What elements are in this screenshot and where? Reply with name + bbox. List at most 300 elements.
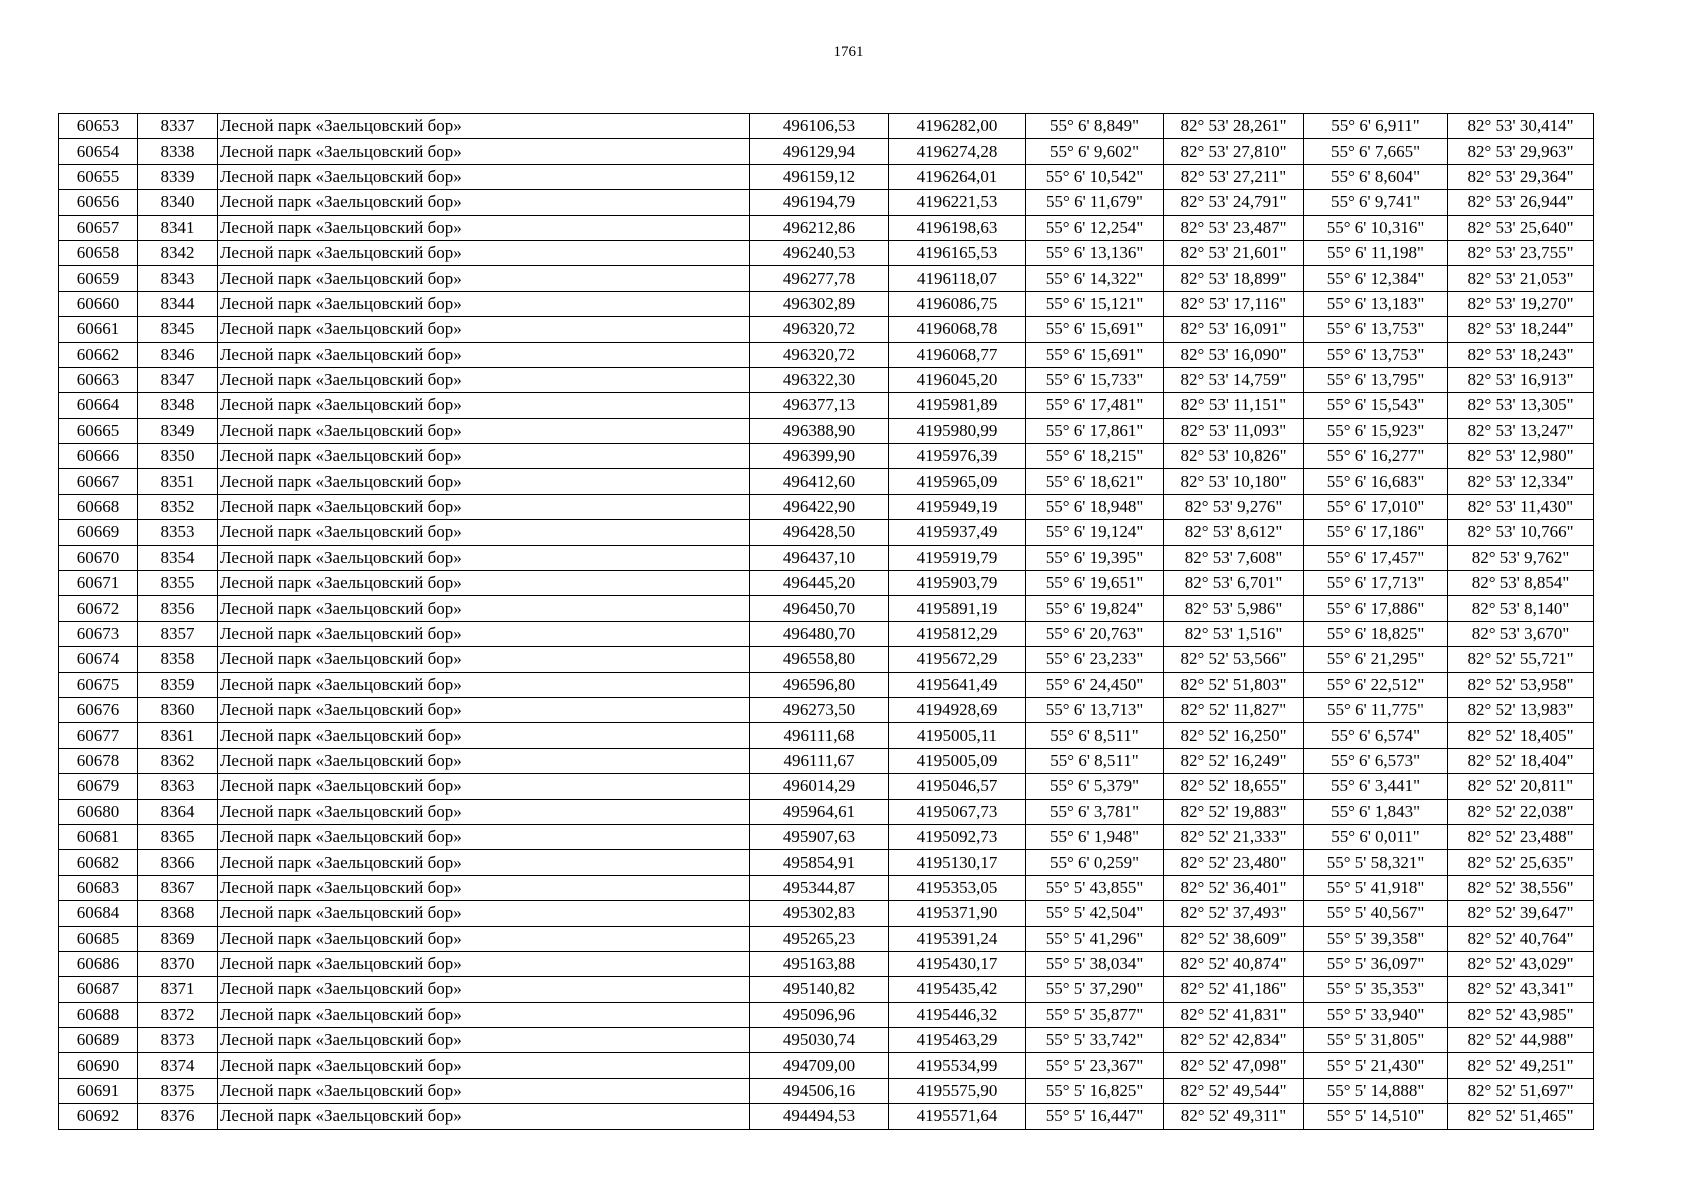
- x-coordinate-cell: 496106,53: [750, 114, 889, 139]
- latitude-2-cell: 55° 6' 13,183": [1304, 291, 1448, 316]
- latitude-2-cell: 55° 6' 9,741": [1304, 190, 1448, 215]
- y-coordinate-cell: 4195919,79: [889, 545, 1026, 570]
- y-coordinate-cell: 4195965,09: [889, 469, 1026, 494]
- table-row: [59, 850, 1594, 875]
- latitude-2-cell: 55° 6' 17,713": [1304, 571, 1448, 596]
- table-row: [59, 1028, 1594, 1053]
- table-row: [59, 571, 1594, 596]
- latitude-1-cell: 55° 6' 19,124": [1026, 520, 1164, 545]
- point-number-cell: 8356: [138, 596, 218, 621]
- latitude-1-cell: 55° 6' 3,781": [1026, 799, 1164, 824]
- latitude-1-cell: 55° 6' 15,691": [1026, 342, 1164, 367]
- longitude-2-cell: 82° 52' 39,647": [1448, 901, 1594, 926]
- row-number-cell: 60658: [59, 240, 138, 265]
- point-number-cell: 8354: [138, 545, 218, 570]
- longitude-1-cell: 82° 53' 27,211": [1164, 164, 1304, 189]
- object-name-cell: Лесной парк «Заельцовский бор»: [218, 418, 750, 443]
- table-row: [59, 697, 1594, 722]
- y-coordinate-cell: 4196221,53: [889, 190, 1026, 215]
- latitude-1-cell: 55° 5' 35,877": [1026, 1002, 1164, 1027]
- x-coordinate-cell: 495964,61: [750, 799, 889, 824]
- y-coordinate-cell: 4196045,20: [889, 367, 1026, 392]
- latitude-1-cell: 55° 5' 37,290": [1026, 977, 1164, 1002]
- longitude-2-cell: 82° 52' 51,465": [1448, 1104, 1594, 1129]
- longitude-1-cell: 82° 52' 36,401": [1164, 875, 1304, 900]
- y-coordinate-cell: 4196068,77: [889, 342, 1026, 367]
- table-row: [59, 139, 1594, 164]
- table-row: [59, 926, 1594, 951]
- longitude-1-cell: 82° 53' 14,759": [1164, 367, 1304, 392]
- x-coordinate-cell: 496412,60: [750, 469, 889, 494]
- latitude-2-cell: 55° 5' 36,097": [1304, 951, 1448, 976]
- longitude-2-cell: 82° 52' 38,556": [1448, 875, 1594, 900]
- longitude-1-cell: 82° 53' 5,986": [1164, 596, 1304, 621]
- latitude-2-cell: 55° 6' 6,573": [1304, 748, 1448, 773]
- row-number-cell: 60671: [59, 571, 138, 596]
- longitude-1-cell: 82° 53' 27,810": [1164, 139, 1304, 164]
- latitude-2-cell: 55° 6' 11,198": [1304, 240, 1448, 265]
- latitude-2-cell: 55° 6' 18,825": [1304, 621, 1448, 646]
- latitude-1-cell: 55° 6' 15,733": [1026, 367, 1164, 392]
- point-number-cell: 8375: [138, 1078, 218, 1103]
- longitude-2-cell: 82° 53' 25,640": [1448, 215, 1594, 240]
- object-name-cell: Лесной парк «Заельцовский бор»: [218, 520, 750, 545]
- x-coordinate-cell: 496322,30: [750, 367, 889, 392]
- point-number-cell: 8360: [138, 697, 218, 722]
- y-coordinate-cell: 4195430,17: [889, 951, 1026, 976]
- longitude-1-cell: 82° 53' 16,091": [1164, 317, 1304, 342]
- table-row: [59, 672, 1594, 697]
- y-coordinate-cell: 4196165,53: [889, 240, 1026, 265]
- longitude-2-cell: 82° 52' 22,038": [1448, 799, 1594, 824]
- y-coordinate-cell: 4195891,19: [889, 596, 1026, 621]
- longitude-1-cell: 82° 53' 23,487": [1164, 215, 1304, 240]
- y-coordinate-cell: 4195353,05: [889, 875, 1026, 900]
- longitude-2-cell: 82° 52' 43,985": [1448, 1002, 1594, 1027]
- longitude-2-cell: 82° 52' 25,635": [1448, 850, 1594, 875]
- longitude-2-cell: 82° 52' 40,764": [1448, 926, 1594, 951]
- row-number-cell: 60664: [59, 393, 138, 418]
- point-number-cell: 8369: [138, 926, 218, 951]
- longitude-1-cell: 82° 52' 38,609": [1164, 926, 1304, 951]
- latitude-1-cell: 55° 5' 38,034": [1026, 951, 1164, 976]
- object-name-cell: Лесной парк «Заельцовский бор»: [218, 545, 750, 570]
- row-number-cell: 60690: [59, 1053, 138, 1078]
- row-number-cell: 60689: [59, 1028, 138, 1053]
- object-name-cell: Лесной парк «Заельцовский бор»: [218, 240, 750, 265]
- x-coordinate-cell: 495140,82: [750, 977, 889, 1002]
- longitude-1-cell: 82° 53' 10,180": [1164, 469, 1304, 494]
- point-number-cell: 8347: [138, 367, 218, 392]
- x-coordinate-cell: 496320,72: [750, 317, 889, 342]
- latitude-2-cell: 55° 5' 14,510": [1304, 1104, 1448, 1129]
- object-name-cell: Лесной парк «Заельцовский бор»: [218, 799, 750, 824]
- latitude-2-cell: 55° 5' 39,358": [1304, 926, 1448, 951]
- x-coordinate-cell: 495030,74: [750, 1028, 889, 1053]
- point-number-cell: 8359: [138, 672, 218, 697]
- latitude-2-cell: 55° 5' 58,321": [1304, 850, 1448, 875]
- longitude-2-cell: 82° 53' 3,670": [1448, 621, 1594, 646]
- object-name-cell: Лесной парк «Заельцовский бор»: [218, 469, 750, 494]
- point-number-cell: 8362: [138, 748, 218, 773]
- latitude-1-cell: 55° 5' 43,855": [1026, 875, 1164, 900]
- row-number-cell: 60673: [59, 621, 138, 646]
- object-name-cell: Лесной парк «Заельцовский бор»: [218, 1078, 750, 1103]
- latitude-2-cell: 55° 5' 33,940": [1304, 1002, 1448, 1027]
- longitude-1-cell: 82° 52' 37,493": [1164, 901, 1304, 926]
- x-coordinate-cell: 496596,80: [750, 672, 889, 697]
- object-name-cell: Лесной парк «Заельцовский бор»: [218, 571, 750, 596]
- latitude-1-cell: 55° 6' 17,861": [1026, 418, 1164, 443]
- object-name-cell: Лесной парк «Заельцовский бор»: [218, 1104, 750, 1129]
- x-coordinate-cell: 496212,86: [750, 215, 889, 240]
- point-number-cell: 8358: [138, 647, 218, 672]
- latitude-2-cell: 55° 6' 12,384": [1304, 266, 1448, 291]
- row-number-cell: 60672: [59, 596, 138, 621]
- latitude-2-cell: 55° 6' 13,795": [1304, 367, 1448, 392]
- latitude-1-cell: 55° 5' 23,367": [1026, 1053, 1164, 1078]
- x-coordinate-cell: 496399,90: [750, 444, 889, 469]
- row-number-cell: 60682: [59, 850, 138, 875]
- longitude-1-cell: 82° 52' 53,566": [1164, 647, 1304, 672]
- object-name-cell: Лесной парк «Заельцовский бор»: [218, 291, 750, 316]
- longitude-2-cell: 82° 53' 8,854": [1448, 571, 1594, 596]
- x-coordinate-cell: 494709,00: [750, 1053, 889, 1078]
- longitude-1-cell: 82° 52' 16,250": [1164, 723, 1304, 748]
- row-number-cell: 60667: [59, 469, 138, 494]
- row-number-cell: 60683: [59, 875, 138, 900]
- x-coordinate-cell: 496129,94: [750, 139, 889, 164]
- object-name-cell: Лесной парк «Заельцовский бор»: [218, 266, 750, 291]
- row-number-cell: 60653: [59, 114, 138, 139]
- point-number-cell: 8344: [138, 291, 218, 316]
- longitude-1-cell: 82° 53' 11,151": [1164, 393, 1304, 418]
- x-coordinate-cell: 496111,67: [750, 748, 889, 773]
- longitude-2-cell: 82° 52' 51,697": [1448, 1078, 1594, 1103]
- object-name-cell: Лесной парк «Заельцовский бор»: [218, 850, 750, 875]
- point-number-cell: 8365: [138, 824, 218, 849]
- x-coordinate-cell: 496377,13: [750, 393, 889, 418]
- table-row: [59, 317, 1594, 342]
- latitude-2-cell: 55° 5' 31,805": [1304, 1028, 1448, 1053]
- object-name-cell: Лесной парк «Заельцовский бор»: [218, 748, 750, 773]
- row-number-cell: 60687: [59, 977, 138, 1002]
- latitude-2-cell: 55° 6' 6,574": [1304, 723, 1448, 748]
- x-coordinate-cell: 496558,80: [750, 647, 889, 672]
- longitude-1-cell: 82° 52' 41,186": [1164, 977, 1304, 1002]
- latitude-2-cell: 55° 6' 21,295": [1304, 647, 1448, 672]
- point-number-cell: 8355: [138, 571, 218, 596]
- table-row: [59, 215, 1594, 240]
- object-name-cell: Лесной парк «Заельцовский бор»: [218, 697, 750, 722]
- y-coordinate-cell: 4194928,69: [889, 697, 1026, 722]
- object-name-cell: Лесной парк «Заельцовский бор»: [218, 1053, 750, 1078]
- row-number-cell: 60679: [59, 774, 138, 799]
- object-name-cell: Лесной парк «Заельцовский бор»: [218, 926, 750, 951]
- longitude-2-cell: 82° 53' 23,755": [1448, 240, 1594, 265]
- table-row: [59, 824, 1594, 849]
- table-row: [59, 520, 1594, 545]
- x-coordinate-cell: 496159,12: [750, 164, 889, 189]
- longitude-2-cell: 82° 53' 8,140": [1448, 596, 1594, 621]
- longitude-2-cell: 82° 53' 18,243": [1448, 342, 1594, 367]
- object-name-cell: Лесной парк «Заельцовский бор»: [218, 621, 750, 646]
- latitude-2-cell: 55° 6' 13,753": [1304, 342, 1448, 367]
- x-coordinate-cell: 496320,72: [750, 342, 889, 367]
- latitude-1-cell: 55° 5' 42,504": [1026, 901, 1164, 926]
- y-coordinate-cell: 4196118,07: [889, 266, 1026, 291]
- y-coordinate-cell: 4195981,89: [889, 393, 1026, 418]
- latitude-1-cell: 55° 6' 0,259": [1026, 850, 1164, 875]
- latitude-1-cell: 55° 5' 16,447": [1026, 1104, 1164, 1129]
- point-number-cell: 8341: [138, 215, 218, 240]
- table-row: [59, 545, 1594, 570]
- point-number-cell: 8361: [138, 723, 218, 748]
- table-row: [59, 901, 1594, 926]
- x-coordinate-cell: 496014,29: [750, 774, 889, 799]
- y-coordinate-cell: 4195812,29: [889, 621, 1026, 646]
- row-number-cell: 60675: [59, 672, 138, 697]
- point-number-cell: 8370: [138, 951, 218, 976]
- table-row: [59, 367, 1594, 392]
- point-number-cell: 8364: [138, 799, 218, 824]
- longitude-2-cell: 82° 53' 16,913": [1448, 367, 1594, 392]
- y-coordinate-cell: 4195976,39: [889, 444, 1026, 469]
- x-coordinate-cell: 494506,16: [750, 1078, 889, 1103]
- row-number-cell: 60674: [59, 647, 138, 672]
- longitude-2-cell: 82° 53' 21,053": [1448, 266, 1594, 291]
- latitude-2-cell: 55° 6' 8,604": [1304, 164, 1448, 189]
- table-row: [59, 621, 1594, 646]
- y-coordinate-cell: 4196068,78: [889, 317, 1026, 342]
- latitude-2-cell: 55° 6' 3,441": [1304, 774, 1448, 799]
- coordinates-table: [58, 113, 1594, 1130]
- longitude-2-cell: 82° 53' 13,247": [1448, 418, 1594, 443]
- table-row: [59, 951, 1594, 976]
- table-row: [59, 291, 1594, 316]
- point-number-cell: 8337: [138, 114, 218, 139]
- table-row: [59, 596, 1594, 621]
- point-number-cell: 8376: [138, 1104, 218, 1129]
- latitude-1-cell: 55° 6' 8,849": [1026, 114, 1164, 139]
- latitude-1-cell: 55° 6' 12,254": [1026, 215, 1164, 240]
- y-coordinate-cell: 4195463,29: [889, 1028, 1026, 1053]
- x-coordinate-cell: 495907,63: [750, 824, 889, 849]
- latitude-1-cell: 55° 6' 19,651": [1026, 571, 1164, 596]
- y-coordinate-cell: 4195571,64: [889, 1104, 1026, 1129]
- x-coordinate-cell: 496450,70: [750, 596, 889, 621]
- row-number-cell: 60677: [59, 723, 138, 748]
- latitude-2-cell: 55° 5' 35,353": [1304, 977, 1448, 1002]
- table-row: [59, 444, 1594, 469]
- point-number-cell: 8343: [138, 266, 218, 291]
- latitude-1-cell: 55° 5' 33,742": [1026, 1028, 1164, 1053]
- longitude-1-cell: 82° 52' 49,311": [1164, 1104, 1304, 1129]
- row-number-cell: 60654: [59, 139, 138, 164]
- row-number-cell: 60660: [59, 291, 138, 316]
- table-row: [59, 774, 1594, 799]
- latitude-1-cell: 55° 6' 8,511": [1026, 748, 1164, 773]
- y-coordinate-cell: 4196264,01: [889, 164, 1026, 189]
- longitude-1-cell: 82° 52' 16,249": [1164, 748, 1304, 773]
- row-number-cell: 60684: [59, 901, 138, 926]
- y-coordinate-cell: 4195980,99: [889, 418, 1026, 443]
- longitude-1-cell: 82° 53' 7,608": [1164, 545, 1304, 570]
- row-number-cell: 60656: [59, 190, 138, 215]
- point-number-cell: 8349: [138, 418, 218, 443]
- y-coordinate-cell: 4195371,90: [889, 901, 1026, 926]
- point-number-cell: 8338: [138, 139, 218, 164]
- longitude-2-cell: 82° 53' 13,305": [1448, 393, 1594, 418]
- latitude-2-cell: 55° 5' 14,888": [1304, 1078, 1448, 1103]
- longitude-1-cell: 82° 53' 10,826": [1164, 444, 1304, 469]
- y-coordinate-cell: 4195641,49: [889, 672, 1026, 697]
- point-number-cell: 8350: [138, 444, 218, 469]
- row-number-cell: 60685: [59, 926, 138, 951]
- point-number-cell: 8373: [138, 1028, 218, 1053]
- row-number-cell: 60661: [59, 317, 138, 342]
- table-row: [59, 1104, 1594, 1129]
- latitude-2-cell: 55° 6' 17,010": [1304, 494, 1448, 519]
- latitude-2-cell: 55° 6' 16,683": [1304, 469, 1448, 494]
- row-number-cell: 60666: [59, 444, 138, 469]
- latitude-1-cell: 55° 6' 15,121": [1026, 291, 1164, 316]
- longitude-2-cell: 82° 53' 9,762": [1448, 545, 1594, 570]
- table-row: [59, 875, 1594, 900]
- point-number-cell: 8352: [138, 494, 218, 519]
- object-name-cell: Лесной парк «Заельцовский бор»: [218, 444, 750, 469]
- point-number-cell: 8372: [138, 1002, 218, 1027]
- row-number-cell: 60663: [59, 367, 138, 392]
- longitude-2-cell: 82° 53' 26,944": [1448, 190, 1594, 215]
- longitude-2-cell: 82° 53' 18,244": [1448, 317, 1594, 342]
- point-number-cell: 8353: [138, 520, 218, 545]
- row-number-cell: 60692: [59, 1104, 138, 1129]
- table-row: [59, 266, 1594, 291]
- object-name-cell: Лесной парк «Заельцовский бор»: [218, 672, 750, 697]
- latitude-1-cell: 55° 6' 13,136": [1026, 240, 1164, 265]
- longitude-2-cell: 82° 52' 23,488": [1448, 824, 1594, 849]
- longitude-1-cell: 82° 52' 49,544": [1164, 1078, 1304, 1103]
- table-row: [59, 342, 1594, 367]
- longitude-1-cell: 82° 52' 42,834": [1164, 1028, 1304, 1053]
- longitude-1-cell: 82° 53' 24,791": [1164, 190, 1304, 215]
- object-name-cell: Лесной парк «Заельцовский бор»: [218, 114, 750, 139]
- longitude-1-cell: 82° 53' 8,612": [1164, 520, 1304, 545]
- point-number-cell: 8348: [138, 393, 218, 418]
- object-name-cell: Лесной парк «Заельцовский бор»: [218, 901, 750, 926]
- longitude-1-cell: 82° 52' 21,333": [1164, 824, 1304, 849]
- table-row: [59, 647, 1594, 672]
- longitude-1-cell: 82° 53' 6,701": [1164, 571, 1304, 596]
- y-coordinate-cell: 4196086,75: [889, 291, 1026, 316]
- point-number-cell: 8367: [138, 875, 218, 900]
- latitude-2-cell: 55° 6' 0,011": [1304, 824, 1448, 849]
- latitude-1-cell: 55° 6' 1,948": [1026, 824, 1164, 849]
- x-coordinate-cell: 495302,83: [750, 901, 889, 926]
- object-name-cell: Лесной парк «Заельцовский бор»: [218, 951, 750, 976]
- row-number-cell: 60691: [59, 1078, 138, 1103]
- latitude-2-cell: 55° 6' 13,753": [1304, 317, 1448, 342]
- latitude-2-cell: 55° 6' 17,186": [1304, 520, 1448, 545]
- y-coordinate-cell: 4195067,73: [889, 799, 1026, 824]
- row-number-cell: 60676: [59, 697, 138, 722]
- x-coordinate-cell: 496445,20: [750, 571, 889, 596]
- row-number-cell: 60686: [59, 951, 138, 976]
- point-number-cell: 8368: [138, 901, 218, 926]
- latitude-1-cell: 55° 6' 13,713": [1026, 697, 1164, 722]
- longitude-2-cell: 82° 53' 30,414": [1448, 114, 1594, 139]
- y-coordinate-cell: 4195534,99: [889, 1053, 1026, 1078]
- latitude-1-cell: 55° 6' 19,395": [1026, 545, 1164, 570]
- object-name-cell: Лесной парк «Заельцовский бор»: [218, 215, 750, 240]
- y-coordinate-cell: 4195005,11: [889, 723, 1026, 748]
- x-coordinate-cell: 495163,88: [750, 951, 889, 976]
- point-number-cell: 8357: [138, 621, 218, 646]
- point-number-cell: 8345: [138, 317, 218, 342]
- page-number: 1761: [833, 44, 864, 60]
- table-body: [59, 114, 1594, 1130]
- y-coordinate-cell: 4196274,28: [889, 139, 1026, 164]
- longitude-1-cell: 82° 52' 11,827": [1164, 697, 1304, 722]
- longitude-1-cell: 82° 52' 23,480": [1164, 850, 1304, 875]
- x-coordinate-cell: 496428,50: [750, 520, 889, 545]
- table-row: [59, 1053, 1594, 1078]
- latitude-1-cell: 55° 5' 41,296": [1026, 926, 1164, 951]
- x-coordinate-cell: 494494,53: [750, 1104, 889, 1129]
- latitude-1-cell: 55° 6' 11,679": [1026, 190, 1164, 215]
- latitude-1-cell: 55° 6' 8,511": [1026, 723, 1164, 748]
- x-coordinate-cell: 496480,70: [750, 621, 889, 646]
- latitude-2-cell: 55° 6' 11,775": [1304, 697, 1448, 722]
- longitude-2-cell: 82° 53' 19,270": [1448, 291, 1594, 316]
- y-coordinate-cell: 4195391,24: [889, 926, 1026, 951]
- row-number-cell: 60670: [59, 545, 138, 570]
- y-coordinate-cell: 4195130,17: [889, 850, 1026, 875]
- row-number-cell: 60668: [59, 494, 138, 519]
- y-coordinate-cell: 4195949,19: [889, 494, 1026, 519]
- latitude-1-cell: 55° 6' 20,763": [1026, 621, 1164, 646]
- table-row: [59, 748, 1594, 773]
- object-name-cell: Лесной парк «Заельцовский бор»: [218, 139, 750, 164]
- row-number-cell: 60655: [59, 164, 138, 189]
- object-name-cell: Лесной парк «Заельцовский бор»: [218, 1002, 750, 1027]
- y-coordinate-cell: 4195005,09: [889, 748, 1026, 773]
- row-number-cell: 60681: [59, 824, 138, 849]
- table-row: [59, 240, 1594, 265]
- object-name-cell: Лесной парк «Заельцовский бор»: [218, 190, 750, 215]
- table-row: [59, 469, 1594, 494]
- object-name-cell: Лесной парк «Заельцовский бор»: [218, 596, 750, 621]
- longitude-1-cell: 82° 52' 41,831": [1164, 1002, 1304, 1027]
- longitude-2-cell: 82° 53' 12,980": [1448, 444, 1594, 469]
- row-number-cell: 60688: [59, 1002, 138, 1027]
- y-coordinate-cell: 4195575,90: [889, 1078, 1026, 1103]
- row-number-cell: 60678: [59, 748, 138, 773]
- latitude-2-cell: 55° 6' 17,886": [1304, 596, 1448, 621]
- longitude-1-cell: 82° 53' 16,090": [1164, 342, 1304, 367]
- longitude-2-cell: 82° 52' 49,251": [1448, 1053, 1594, 1078]
- object-name-cell: Лесной парк «Заельцовский бор»: [218, 393, 750, 418]
- table-row: [59, 1002, 1594, 1027]
- longitude-1-cell: 82° 53' 28,261": [1164, 114, 1304, 139]
- latitude-1-cell: 55° 6' 15,691": [1026, 317, 1164, 342]
- latitude-2-cell: 55° 5' 40,567": [1304, 901, 1448, 926]
- object-name-cell: Лесной парк «Заельцовский бор»: [218, 317, 750, 342]
- object-name-cell: Лесной парк «Заельцовский бор»: [218, 647, 750, 672]
- y-coordinate-cell: 4196198,63: [889, 215, 1026, 240]
- latitude-2-cell: 55° 6' 6,911": [1304, 114, 1448, 139]
